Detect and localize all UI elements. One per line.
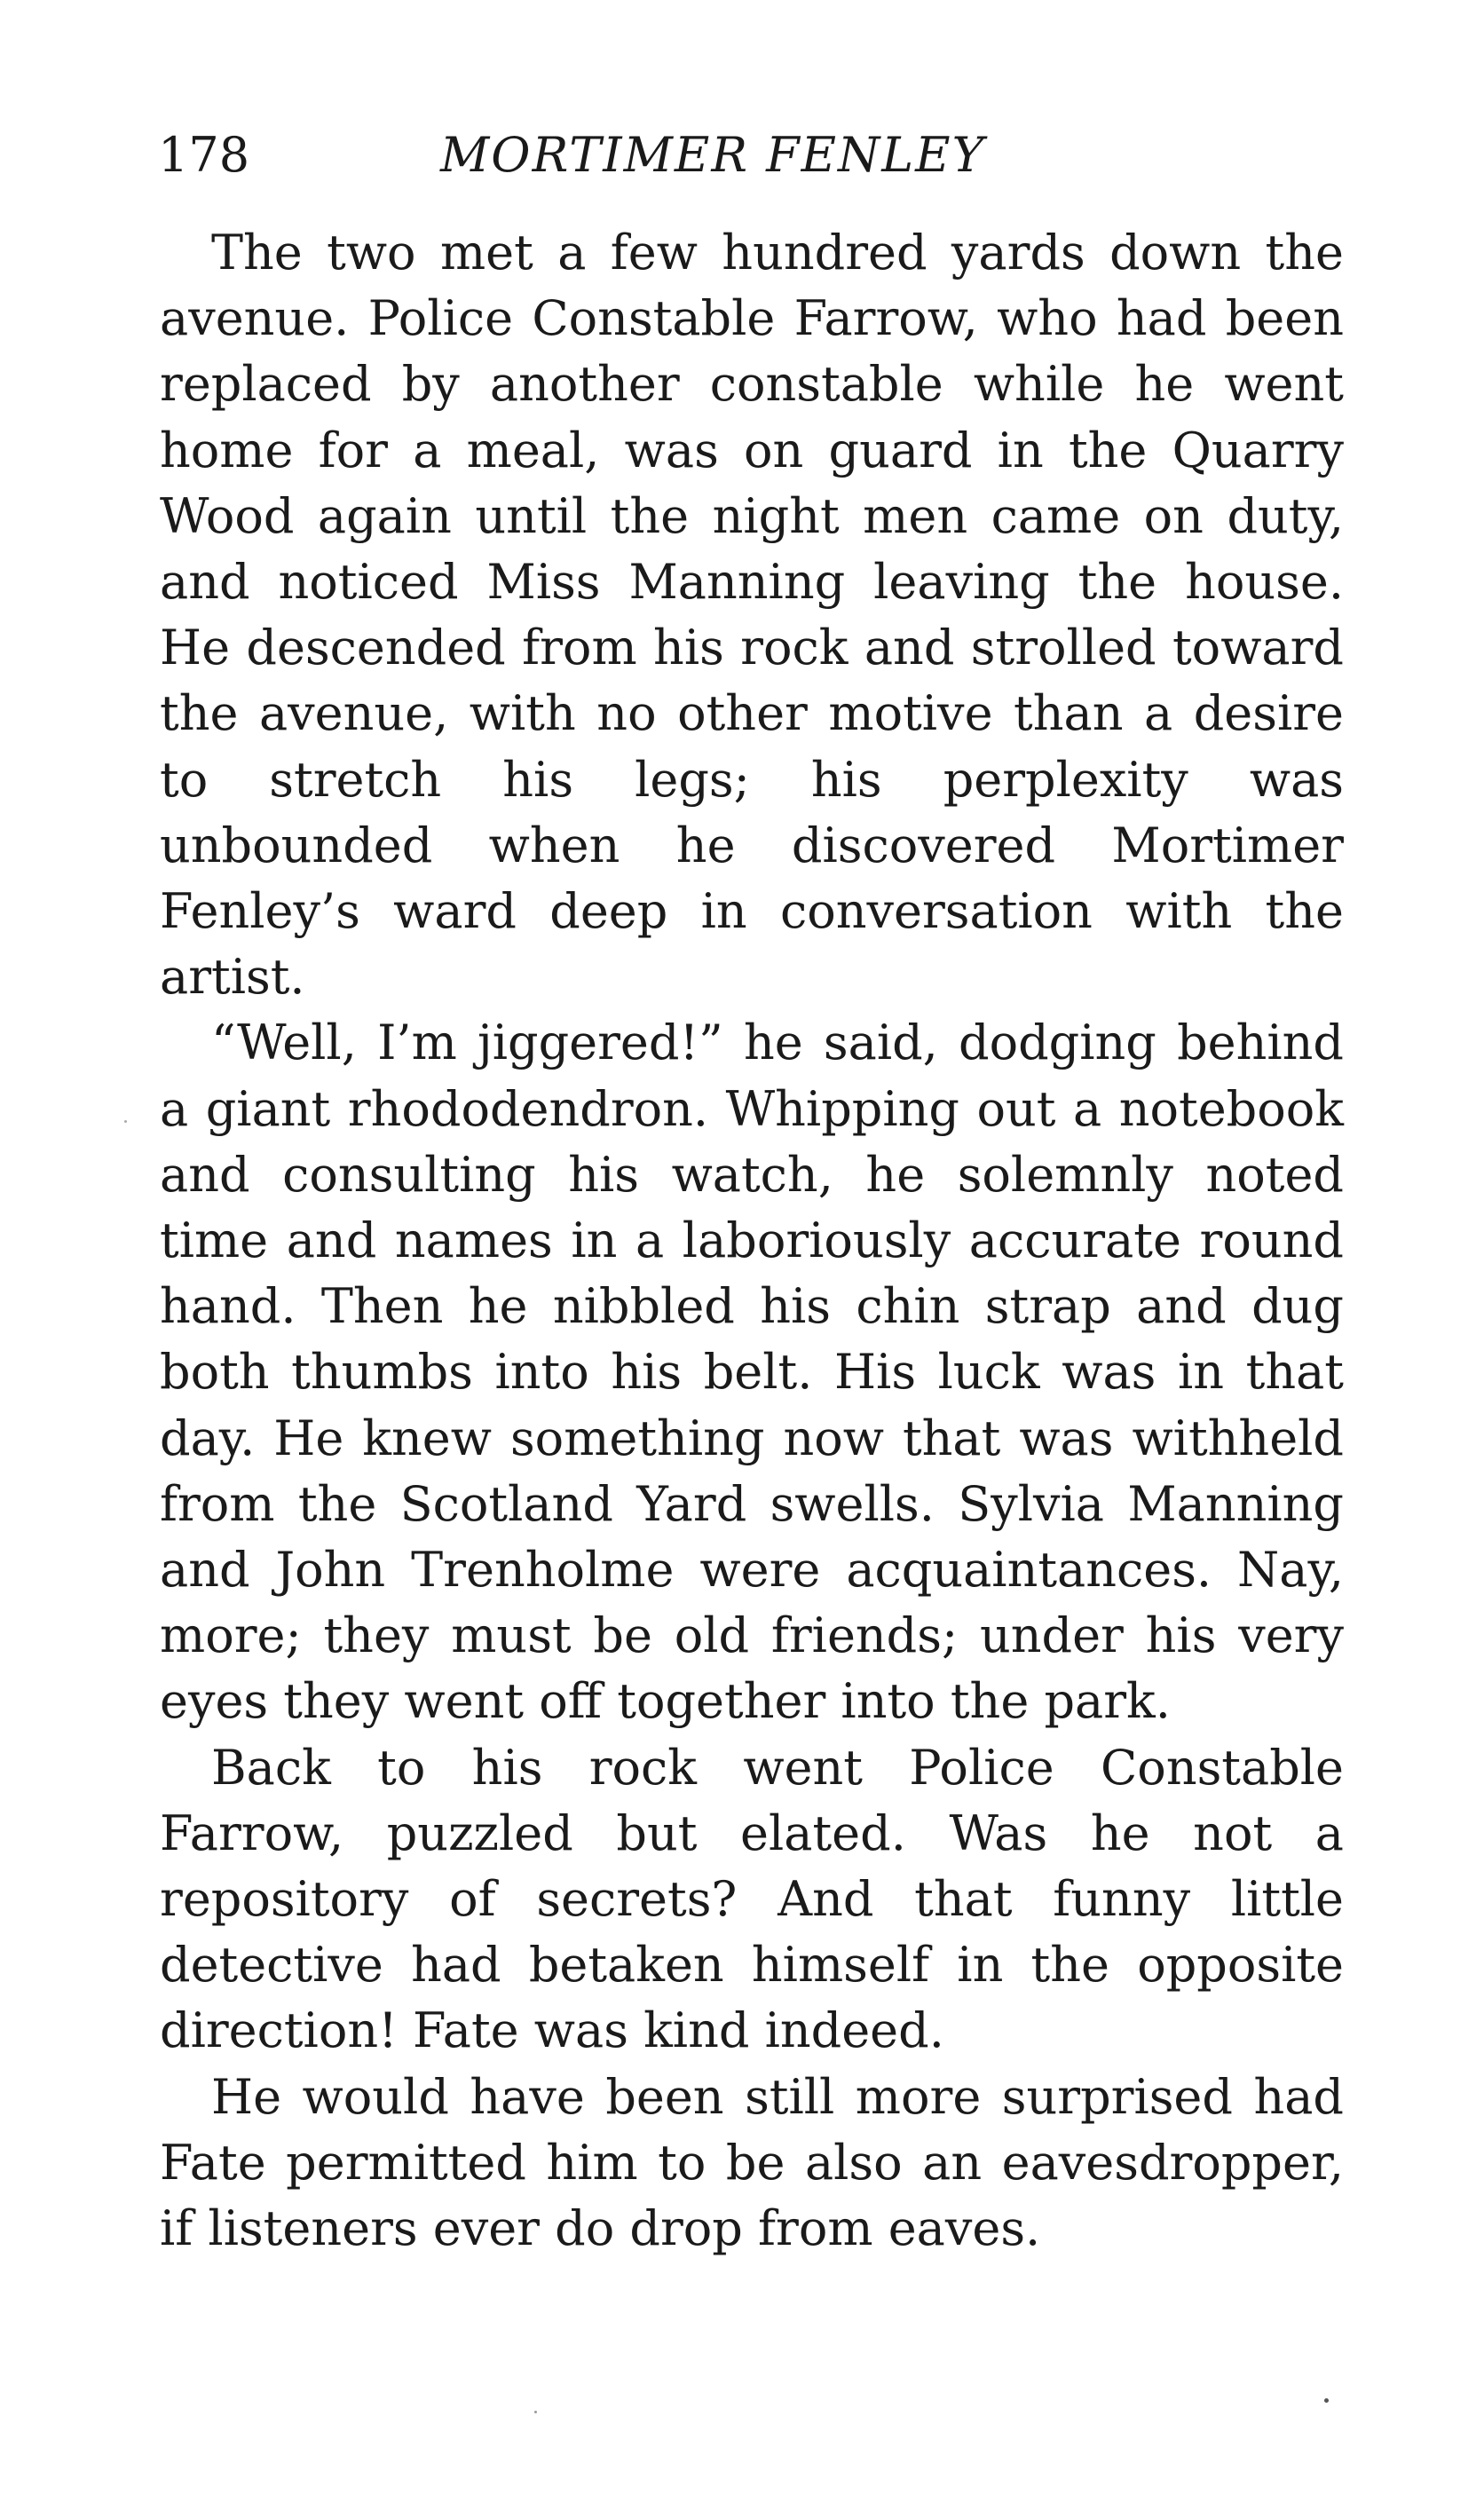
body-text bbox=[160, 220, 1344, 2262]
paragraph-4: He would have been still more surprised had Fate permitted him to be also an eavesdropper, if listeners ever do drop from eaves. bbox=[160, 2068, 1344, 2257]
running-title: MORTIMER FENLEY bbox=[440, 127, 986, 183]
paragraph-1: The two met a few hundred yards down the avenue. Police Constable Farrow, who had been replaced by another constable while he went home for a meal, was on guard in the Quarry Wood again until the night men came on duty, and noticed Miss Manning leaving the house. He descended from his rock and strolled toward the avenue, with no other motive than a desire to stretch his legs; his perplexity was unbounded when he discovered Mortimer Fenley’s ward deep in conversation with the artist. bbox=[160, 225, 1344, 1006]
ink-speck bbox=[1324, 2398, 1329, 2403]
ink-speck bbox=[124, 1120, 127, 1123]
ink-speck bbox=[534, 2411, 537, 2413]
paragraph-2: “Well, I’m jiggered!” he said, dodging behind a giant rhododendron. Whipping out a notebook and consulting his watch, he solemnly noted time and names in a laboriously accurate round hand. Then he nibbled his chin strap and dug both thumbs into his belt. His luck was in that day. He knew something now that was withheld from the Scotland Yard swells. Sylvia Manning and John Trenholme were acquaintances. Nay, more; they must be old friends; under his very eyes they went off together into the park. bbox=[160, 1015, 1344, 1730]
page-number: 178 bbox=[158, 127, 250, 183]
page-header bbox=[158, 124, 1347, 186]
paragraph-3: Back to his rock went Police Constable Farrow, puzzled but elated. Was he not a repository of secrets? And that funny little detective had betaken himself in the opposite direction! Fate was kind indeed. bbox=[160, 1739, 1344, 2059]
